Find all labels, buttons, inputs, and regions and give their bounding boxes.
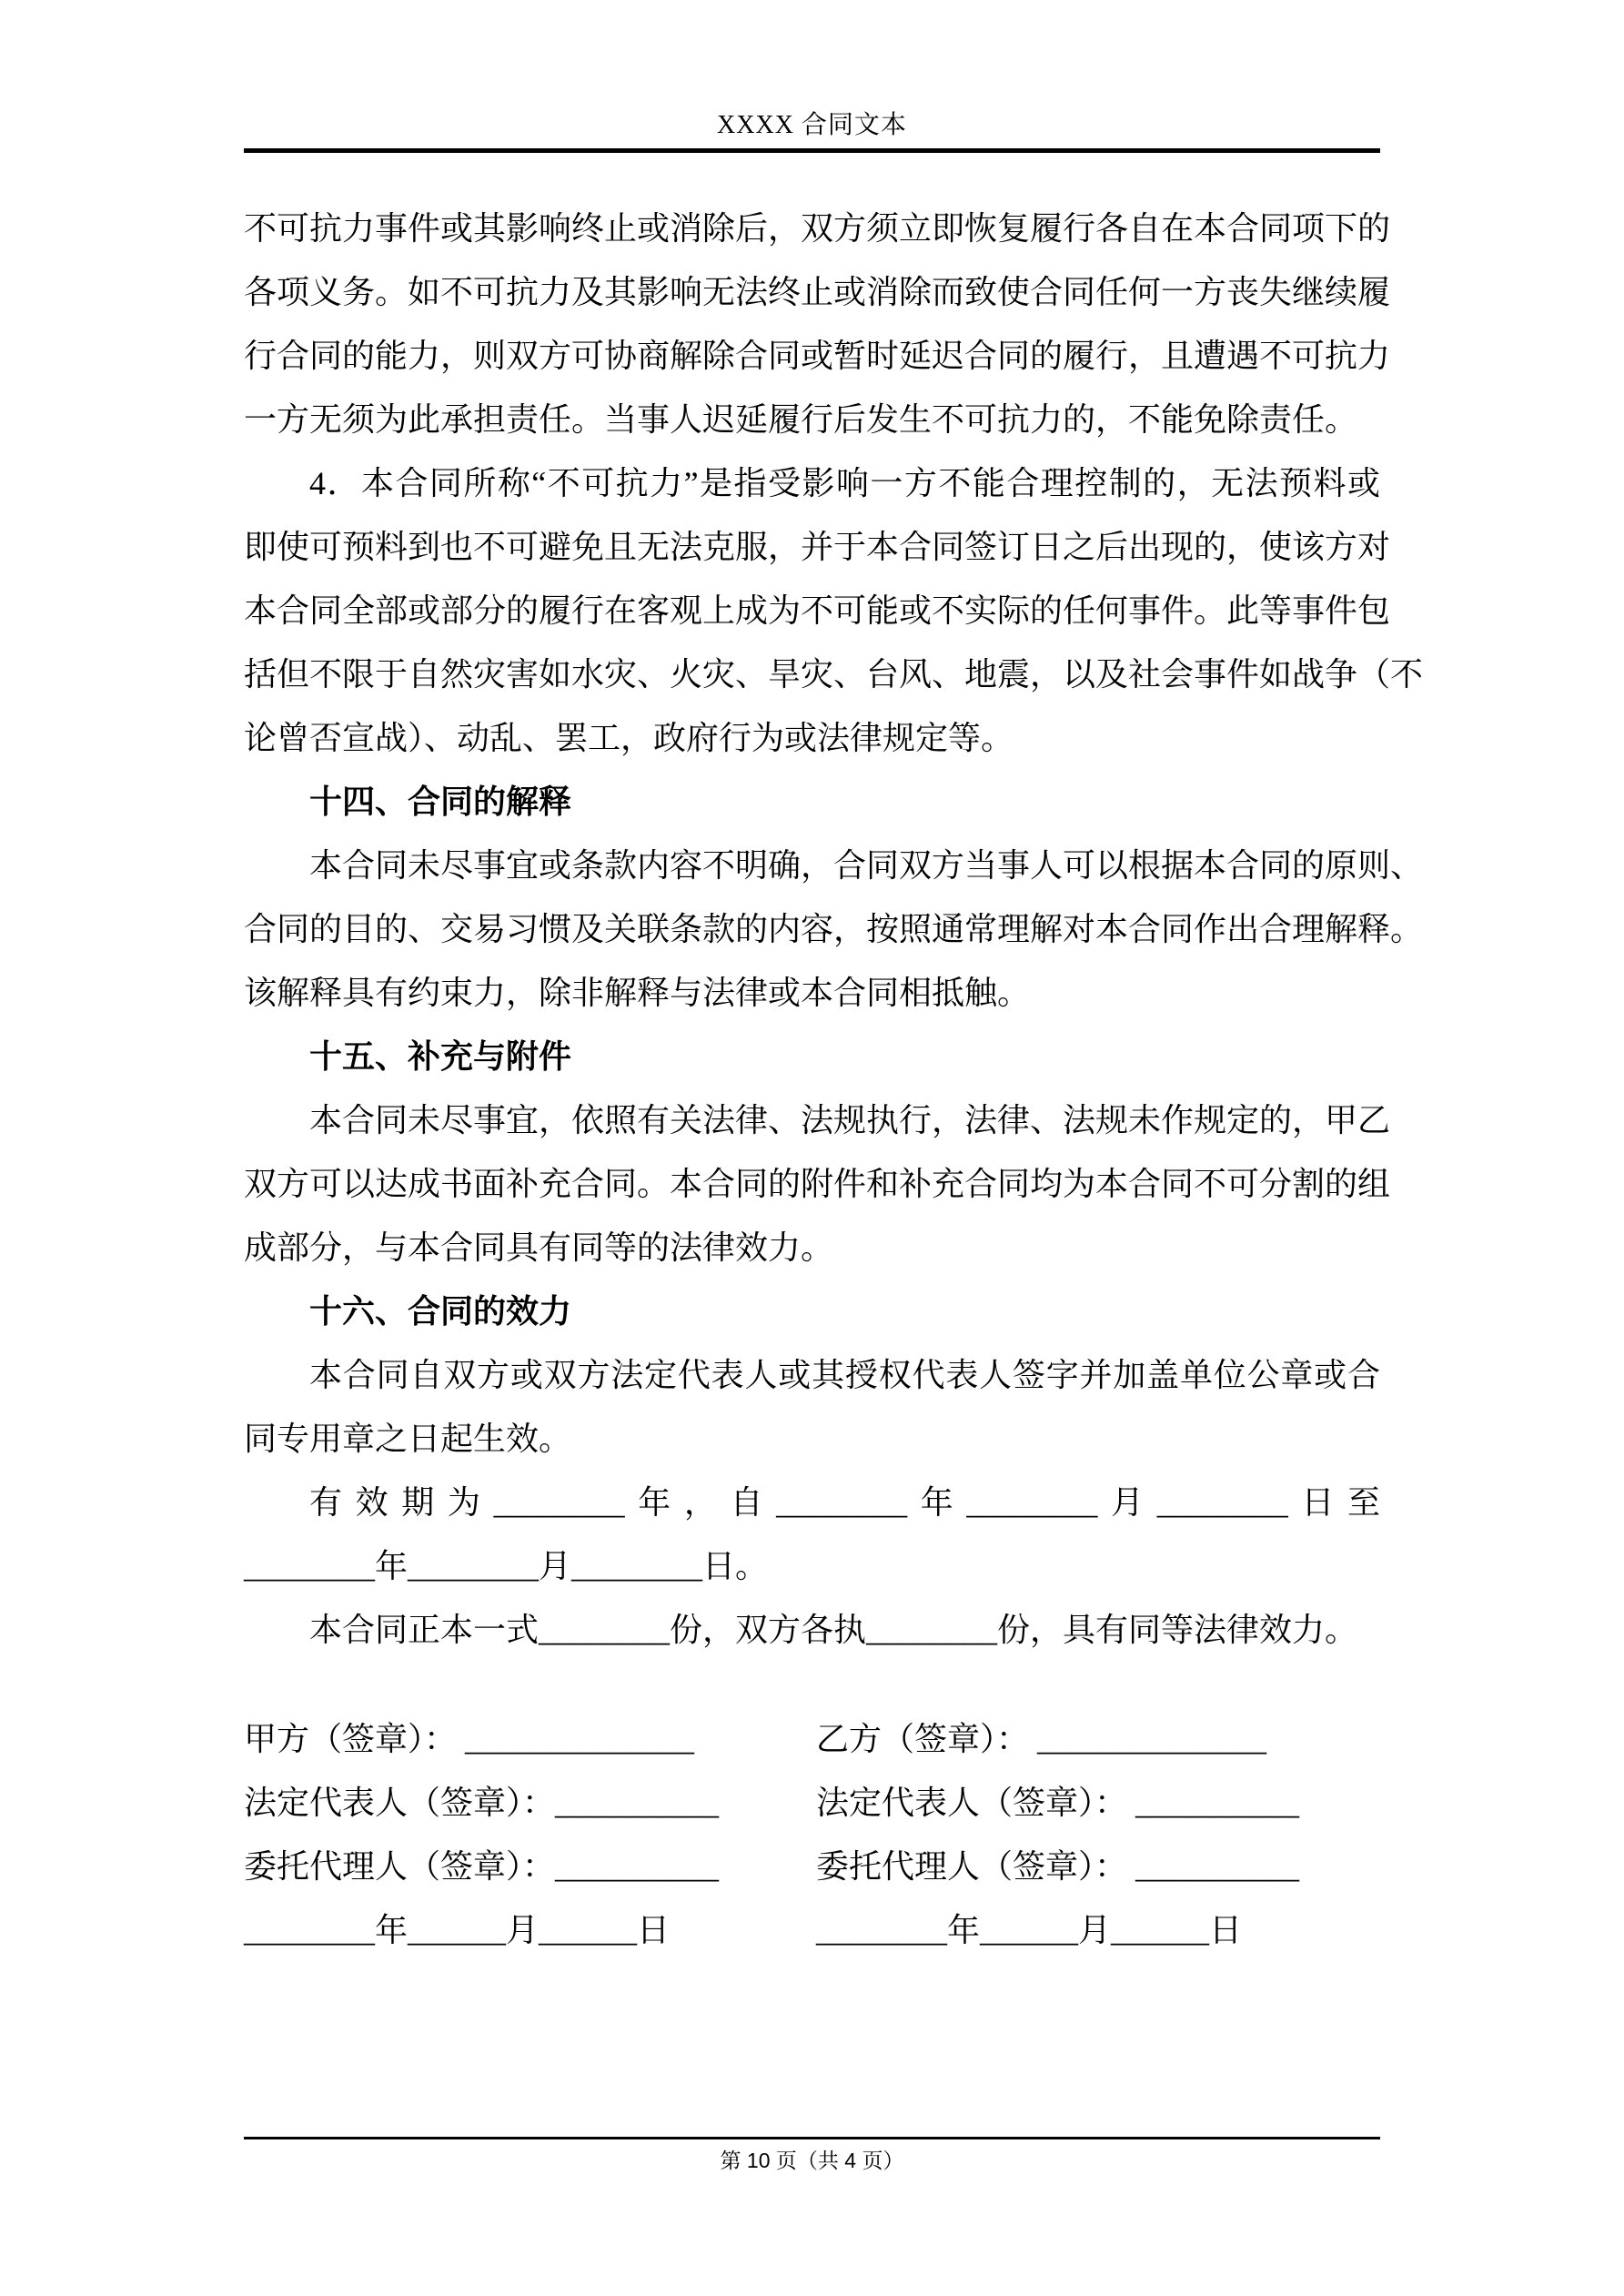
body-line: 本合同自双方或双方法定代表人或其授权代表人签字并加盖单位公章或合: [309, 1357, 1380, 1393]
page-number: 第 10 页（共 4 页）: [720, 2149, 904, 2172]
paragraph-force-majeure-resume: [244, 197, 1391, 451]
body-line: 4．本合同所称“不可抗力”是指受影响一方不能合理控制的，无法预料或: [309, 465, 1380, 501]
section-heading-16-effectiveness: 十六、合同的效力: [309, 1292, 572, 1330]
body-line: 括但不限于自然灾害如水灾、火灾、旱灾、台风、地震，以及社会事件如战争（不: [244, 656, 1424, 693]
body-line: 论曾否宣战）、动乱、罢工，政府行为或法律规定等。: [244, 720, 1014, 756]
body-line: 各项义务。如不可抗力及其影响无法终止或消除而致使合同任何一方丧失继续履: [244, 274, 1391, 310]
footer-divider-rule: [244, 2137, 1380, 2139]
party-a-authorized-agent-line: 委托代理人（签章）：__________: [244, 1848, 720, 1885]
body-line: 合同的目的、交易习惯及关联条款的内容，按照通常理解对本合同作出合理解释。: [244, 911, 1424, 947]
signature-block: [244, 1707, 1380, 1962]
paragraph-interpretation: [244, 834, 1424, 1025]
party-a-date-line: ________年______月______日: [244, 1912, 670, 1948]
body-line: 同专用章之日起生效。: [244, 1421, 572, 1457]
body-line-with-blanks: ________年________月________日。: [244, 1548, 768, 1584]
party-b-legal-representative-line: 法定代表人（签章）： __________: [816, 1785, 1300, 1821]
body-line: 本合同全部或部分的履行在客观上成为不可能或不实际的任何事件。此等事件包: [244, 592, 1391, 629]
party-a-seal-line: 甲方（签章）： ______________: [244, 1721, 695, 1757]
party-a-legal-representative-line: 法定代表人（签章）：__________: [244, 1785, 720, 1821]
body-line: 该解释具有约束力，除非解释与法律或本合同相抵触。: [244, 975, 1031, 1011]
party-b-authorized-agent-line: 委托代理人（签章）： __________: [816, 1848, 1300, 1885]
body-line: 成部分，与本合同具有同等的法律效力。: [244, 1229, 834, 1266]
body-line: 本合同未尽事宜，依照有关法律、法规执行，法律、法规未作规定的，甲乙: [309, 1102, 1391, 1138]
paragraph-copies: [244, 1598, 1380, 1662]
body-line: 本合同未尽事宜或条款内容不明确，合同双方当事人可以根据本合同的原则、: [309, 847, 1424, 884]
section-heading-14-interpretation: 十四、合同的解释: [309, 783, 572, 820]
page-header-title: XXXX 合同文本: [717, 111, 907, 139]
paragraph-force-majeure-definition: [244, 451, 1424, 770]
section-heading-15-supplement: 十五、补充与附件: [309, 1037, 572, 1075]
body-line-with-blanks: 有效期为________年，自________年________月________日至: [309, 1484, 1380, 1521]
document-body: [244, 197, 1424, 1962]
paragraph-effectiveness: [244, 1343, 1380, 1471]
party-b-date-line: ________年______月______日: [816, 1912, 1242, 1948]
body-line: 双方可以达成书面补充合同。本合同的附件和补充合同均为本合同不可分割的组: [244, 1166, 1391, 1202]
party-b-seal-line: 乙方（签章）： ______________: [816, 1721, 1267, 1757]
body-line: 不可抗力事件或其影响终止或消除后，双方须立即恢复履行各自在本合同项下的: [244, 210, 1391, 247]
body-line: 一方无须为此承担责任。当事人迟延履行后发生不可抗力的，不能免除责任。: [244, 401, 1358, 438]
body-line: 即使可预料到也不可避免且无法克服，并于本合同签订日之后出现的，使该方对: [244, 529, 1391, 565]
header-divider-rule: [244, 148, 1380, 153]
body-line-with-blanks: 本合同正本一式________份，双方各执________份，具有同等法律效力。: [309, 1612, 1358, 1648]
paragraph-validity-period: [244, 1471, 1380, 1598]
paragraph-supplement: [244, 1088, 1391, 1279]
body-line: 行合同的能力，则双方可协商解除合同或暂时延迟合同的履行，且遭遇不可抗力: [244, 338, 1391, 374]
